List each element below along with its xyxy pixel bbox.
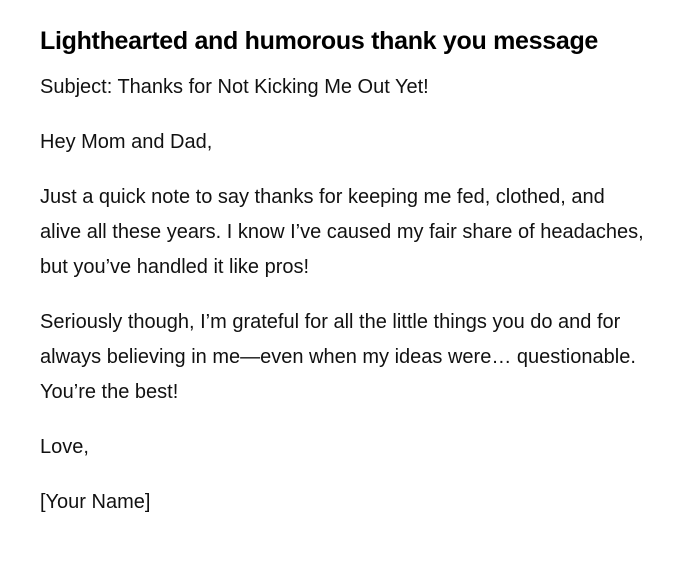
- signature: [Your Name]: [40, 491, 151, 513]
- greeting: Hey Mom and Dad,: [40, 131, 213, 153]
- document-title: Lighthearted and humorous thank you message: [40, 27, 599, 55]
- body-paragraph-2: Seriously though, I’m grateful for all the little things you do and for always believing in me—even when my ideas were… questionable. You’re the best!: [40, 311, 636, 403]
- subject-line: Subject: Thanks for Not Kicking Me Out Yet!: [40, 76, 429, 98]
- closing: Love,: [40, 436, 89, 458]
- body-paragraph-1: Just a quick note to say thanks for keeping me fed, clothed, and alive all these years. I know I’ve caused my fair share of headaches, but you’ve handled it like pros!: [40, 186, 644, 278]
